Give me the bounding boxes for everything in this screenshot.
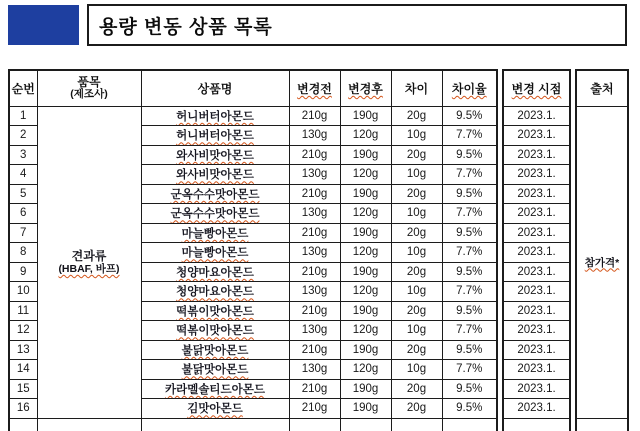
- date-table-body: [503, 106, 570, 431]
- change-date-cell: 2023.1.: [503, 126, 570, 146]
- change-date-row: [503, 184, 570, 204]
- diff-rate-cell: 9.5%: [442, 145, 497, 165]
- product-name-cell: 불닭맛아몬드: [141, 360, 289, 380]
- after-weight-cell: 190g: [340, 399, 391, 419]
- change-date-row: [503, 379, 570, 399]
- col-header-before: 변경전: [289, 70, 340, 106]
- before-weight-cell: 210g: [289, 145, 340, 165]
- before-weight-cell: 210g: [289, 184, 340, 204]
- before-weight-cell: 130g: [289, 243, 340, 263]
- change-date-cell: 2023.1.: [503, 340, 570, 360]
- col-header-no: 순번: [9, 70, 37, 106]
- item-category: 견과류: [71, 248, 107, 263]
- row-number-cell: 16: [9, 399, 37, 419]
- row-number-cell: 13: [9, 340, 37, 360]
- change-date-row: [503, 165, 570, 185]
- col-header-product: 상품명: [141, 70, 289, 106]
- empty-cell: [391, 418, 442, 431]
- diff-cell: 20g: [391, 340, 442, 360]
- row-number-cell: 11: [9, 301, 37, 321]
- diff-cell: 20g: [391, 379, 442, 399]
- row-number-cell: 14: [9, 360, 37, 380]
- after-weight-cell: 190g: [340, 340, 391, 360]
- product-row: [9, 106, 497, 126]
- product-name-cell: 청양마요아몬드: [141, 262, 289, 282]
- diff-rate-cell: 7.7%: [442, 282, 497, 302]
- change-date-row: [503, 145, 570, 165]
- diff-cell: 20g: [391, 184, 442, 204]
- partial-row: [503, 418, 570, 431]
- empty-cell: [576, 418, 628, 431]
- before-weight-cell: 130g: [289, 165, 340, 185]
- diff-rate-cell: 9.5%: [442, 301, 497, 321]
- partial-row: [9, 418, 497, 431]
- diff-rate-cell: 7.7%: [442, 204, 497, 224]
- logo-block: [8, 5, 79, 45]
- change-date-cell: 2023.1.: [503, 360, 570, 380]
- before-weight-cell: 210g: [289, 399, 340, 419]
- before-weight-cell: 210g: [289, 262, 340, 282]
- after-weight-cell: 190g: [340, 184, 391, 204]
- diff-cell: 10g: [391, 282, 442, 302]
- row-number-cell: 2: [9, 126, 37, 146]
- product-name-cell: 군옥수수맛아몬드: [141, 184, 289, 204]
- product-name-cell: 허니버터아몬드: [141, 126, 289, 146]
- after-weight-cell: 120g: [340, 321, 391, 341]
- change-date-row: [503, 321, 570, 341]
- source-value: 참가격*: [584, 256, 620, 269]
- change-date-row: [503, 301, 570, 321]
- diff-rate-cell: 7.7%: [442, 165, 497, 185]
- product-name-cell: 김맛아몬드: [141, 399, 289, 419]
- diff-rate-cell: 9.5%: [442, 223, 497, 243]
- product-name-cell: 마늘빵아몬드: [141, 223, 289, 243]
- diff-rate-cell: 7.7%: [442, 126, 497, 146]
- main-table-body: [9, 106, 497, 431]
- after-weight-cell: 120g: [340, 243, 391, 263]
- before-weight-cell: 130g: [289, 282, 340, 302]
- row-number-cell: 5: [9, 184, 37, 204]
- product-name-cell: 떡볶이맛아몬드: [141, 301, 289, 321]
- header-row: [503, 70, 570, 106]
- diff-rate-cell: 9.5%: [442, 379, 497, 399]
- after-weight-cell: 190g: [340, 106, 391, 126]
- diff-rate-cell: 7.7%: [442, 243, 497, 263]
- change-date-cell: 2023.1.: [503, 243, 570, 263]
- col-header-source: 출처: [576, 70, 628, 106]
- diff-cell: 20g: [391, 262, 442, 282]
- diff-rate-cell: 9.5%: [442, 399, 497, 419]
- product-name-cell: 마늘빵아몬드: [141, 243, 289, 263]
- after-weight-cell: 190g: [340, 145, 391, 165]
- product-name-cell: 허니버터아몬드: [141, 106, 289, 126]
- diff-rate-cell: 7.7%: [442, 360, 497, 380]
- after-weight-cell: 190g: [340, 223, 391, 243]
- product-name-cell: 와사비맛아몬드: [141, 145, 289, 165]
- after-weight-cell: 120g: [340, 282, 391, 302]
- after-weight-cell: 120g: [340, 165, 391, 185]
- change-date-cell: 2023.1.: [503, 379, 570, 399]
- change-date-row: [503, 360, 570, 380]
- row-number-cell: 1: [9, 106, 37, 126]
- product-name-cell: 떡볶이맛아몬드: [141, 321, 289, 341]
- empty-cell: [340, 418, 391, 431]
- col-header-diff: 차이: [391, 70, 442, 106]
- change-date-cell: 2023.1.: [503, 282, 570, 302]
- diff-rate-cell: 9.5%: [442, 106, 497, 126]
- before-weight-cell: 210g: [289, 340, 340, 360]
- tables-area: [8, 69, 629, 431]
- change-date-cell: 2023.1.: [503, 262, 570, 282]
- source-table: [575, 69, 629, 431]
- header-row: [576, 70, 628, 106]
- diff-cell: 20g: [391, 301, 442, 321]
- product-name-cell: 불닭맛아몬드: [141, 340, 289, 360]
- diff-cell: 20g: [391, 223, 442, 243]
- diff-cell: 10g: [391, 204, 442, 224]
- change-date-row: [503, 399, 570, 419]
- diff-cell: 10g: [391, 360, 442, 380]
- partial-row: [576, 418, 628, 431]
- empty-cell: [141, 418, 289, 431]
- before-weight-cell: 210g: [289, 301, 340, 321]
- change-date-row: [503, 282, 570, 302]
- after-weight-cell: 190g: [340, 379, 391, 399]
- col-header-item: [37, 70, 141, 106]
- change-date-row: [503, 106, 570, 126]
- col-header-after: 변경후: [340, 70, 391, 106]
- diff-cell: 10g: [391, 243, 442, 263]
- col-header-change-date: 변경 시점: [503, 70, 570, 106]
- change-date-row: [503, 243, 570, 263]
- product-name-cell: 청양마요아몬드: [141, 282, 289, 302]
- change-date-cell: 2023.1.: [503, 145, 570, 165]
- row-number-cell: 12: [9, 321, 37, 341]
- row-number-cell: 10: [9, 282, 37, 302]
- empty-cell: [37, 418, 141, 431]
- change-date-cell: 2023.1.: [503, 204, 570, 224]
- source-value-cell: [576, 106, 628, 418]
- col-header-item-sub: (제조사): [70, 88, 108, 101]
- after-weight-cell: 120g: [340, 360, 391, 380]
- change-date-cell: 2023.1.: [503, 165, 570, 185]
- change-date-row: [503, 223, 570, 243]
- product-name-cell: 와사비맛아몬드: [141, 165, 289, 185]
- before-weight-cell: 210g: [289, 379, 340, 399]
- product-name-cell: 카라멜솔티드아몬드: [141, 379, 289, 399]
- before-weight-cell: 210g: [289, 223, 340, 243]
- change-date-cell: 2023.1.: [503, 399, 570, 419]
- diff-rate-cell: 9.5%: [442, 184, 497, 204]
- change-date-table: [502, 69, 571, 431]
- change-date-cell: 2023.1.: [503, 301, 570, 321]
- after-weight-cell: 190g: [340, 262, 391, 282]
- empty-cell: [289, 418, 340, 431]
- empty-cell: [9, 418, 37, 431]
- before-weight-cell: 130g: [289, 360, 340, 380]
- item-manufacturer: (HBAF, 바프): [58, 262, 120, 275]
- diff-cell: 20g: [391, 145, 442, 165]
- row-number-cell: 8: [9, 243, 37, 263]
- row-number-cell: 6: [9, 204, 37, 224]
- change-date-cell: 2023.1.: [503, 184, 570, 204]
- after-weight-cell: 120g: [340, 126, 391, 146]
- diff-cell: 20g: [391, 106, 442, 126]
- row-number-cell: 3: [9, 145, 37, 165]
- source-table-body: [576, 106, 628, 431]
- title-box: [87, 4, 627, 46]
- diff-cell: 10g: [391, 126, 442, 146]
- change-date-row: [503, 126, 570, 146]
- row-number-cell: 7: [9, 223, 37, 243]
- diff-cell: 10g: [391, 321, 442, 341]
- after-weight-cell: 120g: [340, 204, 391, 224]
- empty-cell: [503, 418, 570, 431]
- change-date-row: [503, 262, 570, 282]
- diff-cell: 10g: [391, 165, 442, 185]
- change-date-cell: 2023.1.: [503, 321, 570, 341]
- diff-rate-cell: 7.7%: [442, 321, 497, 341]
- diff-cell: 20g: [391, 399, 442, 419]
- before-weight-cell: 130g: [289, 204, 340, 224]
- row-number-cell: 9: [9, 262, 37, 282]
- before-weight-cell: 130g: [289, 126, 340, 146]
- change-date-row: [503, 204, 570, 224]
- empty-cell: [442, 418, 497, 431]
- change-date-row: [503, 340, 570, 360]
- item-category-cell: [37, 106, 141, 418]
- header-row: [9, 70, 497, 106]
- row-number-cell: 15: [9, 379, 37, 399]
- change-date-cell: 2023.1.: [503, 106, 570, 126]
- before-weight-cell: 210g: [289, 106, 340, 126]
- products-table: [8, 69, 498, 431]
- diff-rate-cell: 9.5%: [442, 262, 497, 282]
- after-weight-cell: 190g: [340, 301, 391, 321]
- product-name-cell: 군옥수수맛아몬드: [141, 204, 289, 224]
- col-header-item-label: 품목: [77, 74, 101, 89]
- col-header-diff-rate: 차이율: [442, 70, 497, 106]
- row-number-cell: 4: [9, 165, 37, 185]
- before-weight-cell: 130g: [289, 321, 340, 341]
- diff-rate-cell: 9.5%: [442, 340, 497, 360]
- change-date-cell: 2023.1.: [503, 223, 570, 243]
- page-title: 용량 변동 상품 목록: [99, 16, 273, 38]
